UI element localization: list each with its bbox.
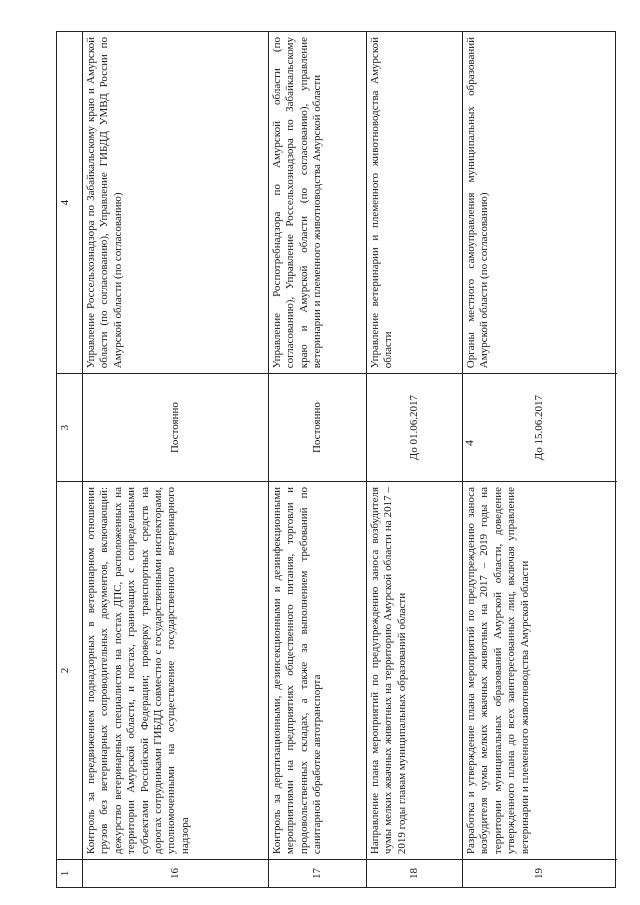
table-header-row [57,32,83,887]
term-text: Постоянно [269,373,366,481]
executor-text: Управление Россельхознадзора по Забайкальскому краю и Амурской области (по согласованию), Управление ГИБДД УМВД России по Амурской области (по согласованию) [85,37,124,369]
measure-text: Разработка и утверждение плана мероприятий по предупреждению заноса возбудителя чумы мелких жвачных животных на 2017 – 2019 годы на территории муниципальных образований Амурской области, доведение утвержденного плана до всех заинтересованных лиц, включая управление ветеринарии и племенного животноводства Амурской области [463,481,617,859]
table-row [463,32,617,887]
row-number: 17 [269,859,366,887]
page-number: 4 [462,440,476,446]
measure-text: Контроль за дератизационными, дезинсекционными и дезинфекционными мероприятиями на предприятиях общественного питания, торговли и продовольственных складах, а также за выполнением требований по санитарной обработке автотранспорта [269,481,366,859]
header-col-1: 1 [57,859,82,887]
table-row [83,32,269,887]
measure-text: Направление плана мероприятий по предупреждению заноса возбудителя чумы мелких жвачных животных на территорию Амурской области на 2017 – 2019 годы главам муниципальных образований области [367,481,462,859]
row-number: 16 [83,859,268,887]
row-number: 19 [463,859,617,887]
executor-text: Управление ветеринарии и племенного животноводства Амурской области [369,37,395,369]
term-text: До 01.06.2017 [367,373,462,481]
table-row [367,32,463,887]
term-text: До 15.06.2017 [463,373,617,481]
executor-text: Управление Роспотребнадзора по Амурской области (по согласованию), Управление Россельхознадзора по Забайкальскому краю и Амурской области (по согласованию), управление ветеринарии и племенного животноводства Амурской области [271,37,324,369]
measure-text: Контроль за передвижением поднадзорных в ветеринарном отношении грузов без ветеринарных сопроводительных документов, включающий: дежурство ветеринарных специалистов на постах ДПС, расположенных на территории Амурской области, и постах, граничащих с сопредельными субъектами Российской Федерации; проверку транспортных средств на дорогах сотрудниками ГИБДД совместно с государственными инспекторами, уполномоченными на осуществление государственного ветеринарного надзора [83,481,268,859]
header-col-4: 4 [59,199,71,206]
header-col-3: 3 [57,373,82,481]
measures-table [56,31,616,888]
term-text: Постоянно [83,373,268,481]
header-col-2: 2 [57,481,82,859]
table-row [269,32,367,887]
executor-text: Органы местного самоуправления муниципальных образований Амурской области (по согласованию) [465,37,491,369]
row-number: 18 [367,859,462,887]
